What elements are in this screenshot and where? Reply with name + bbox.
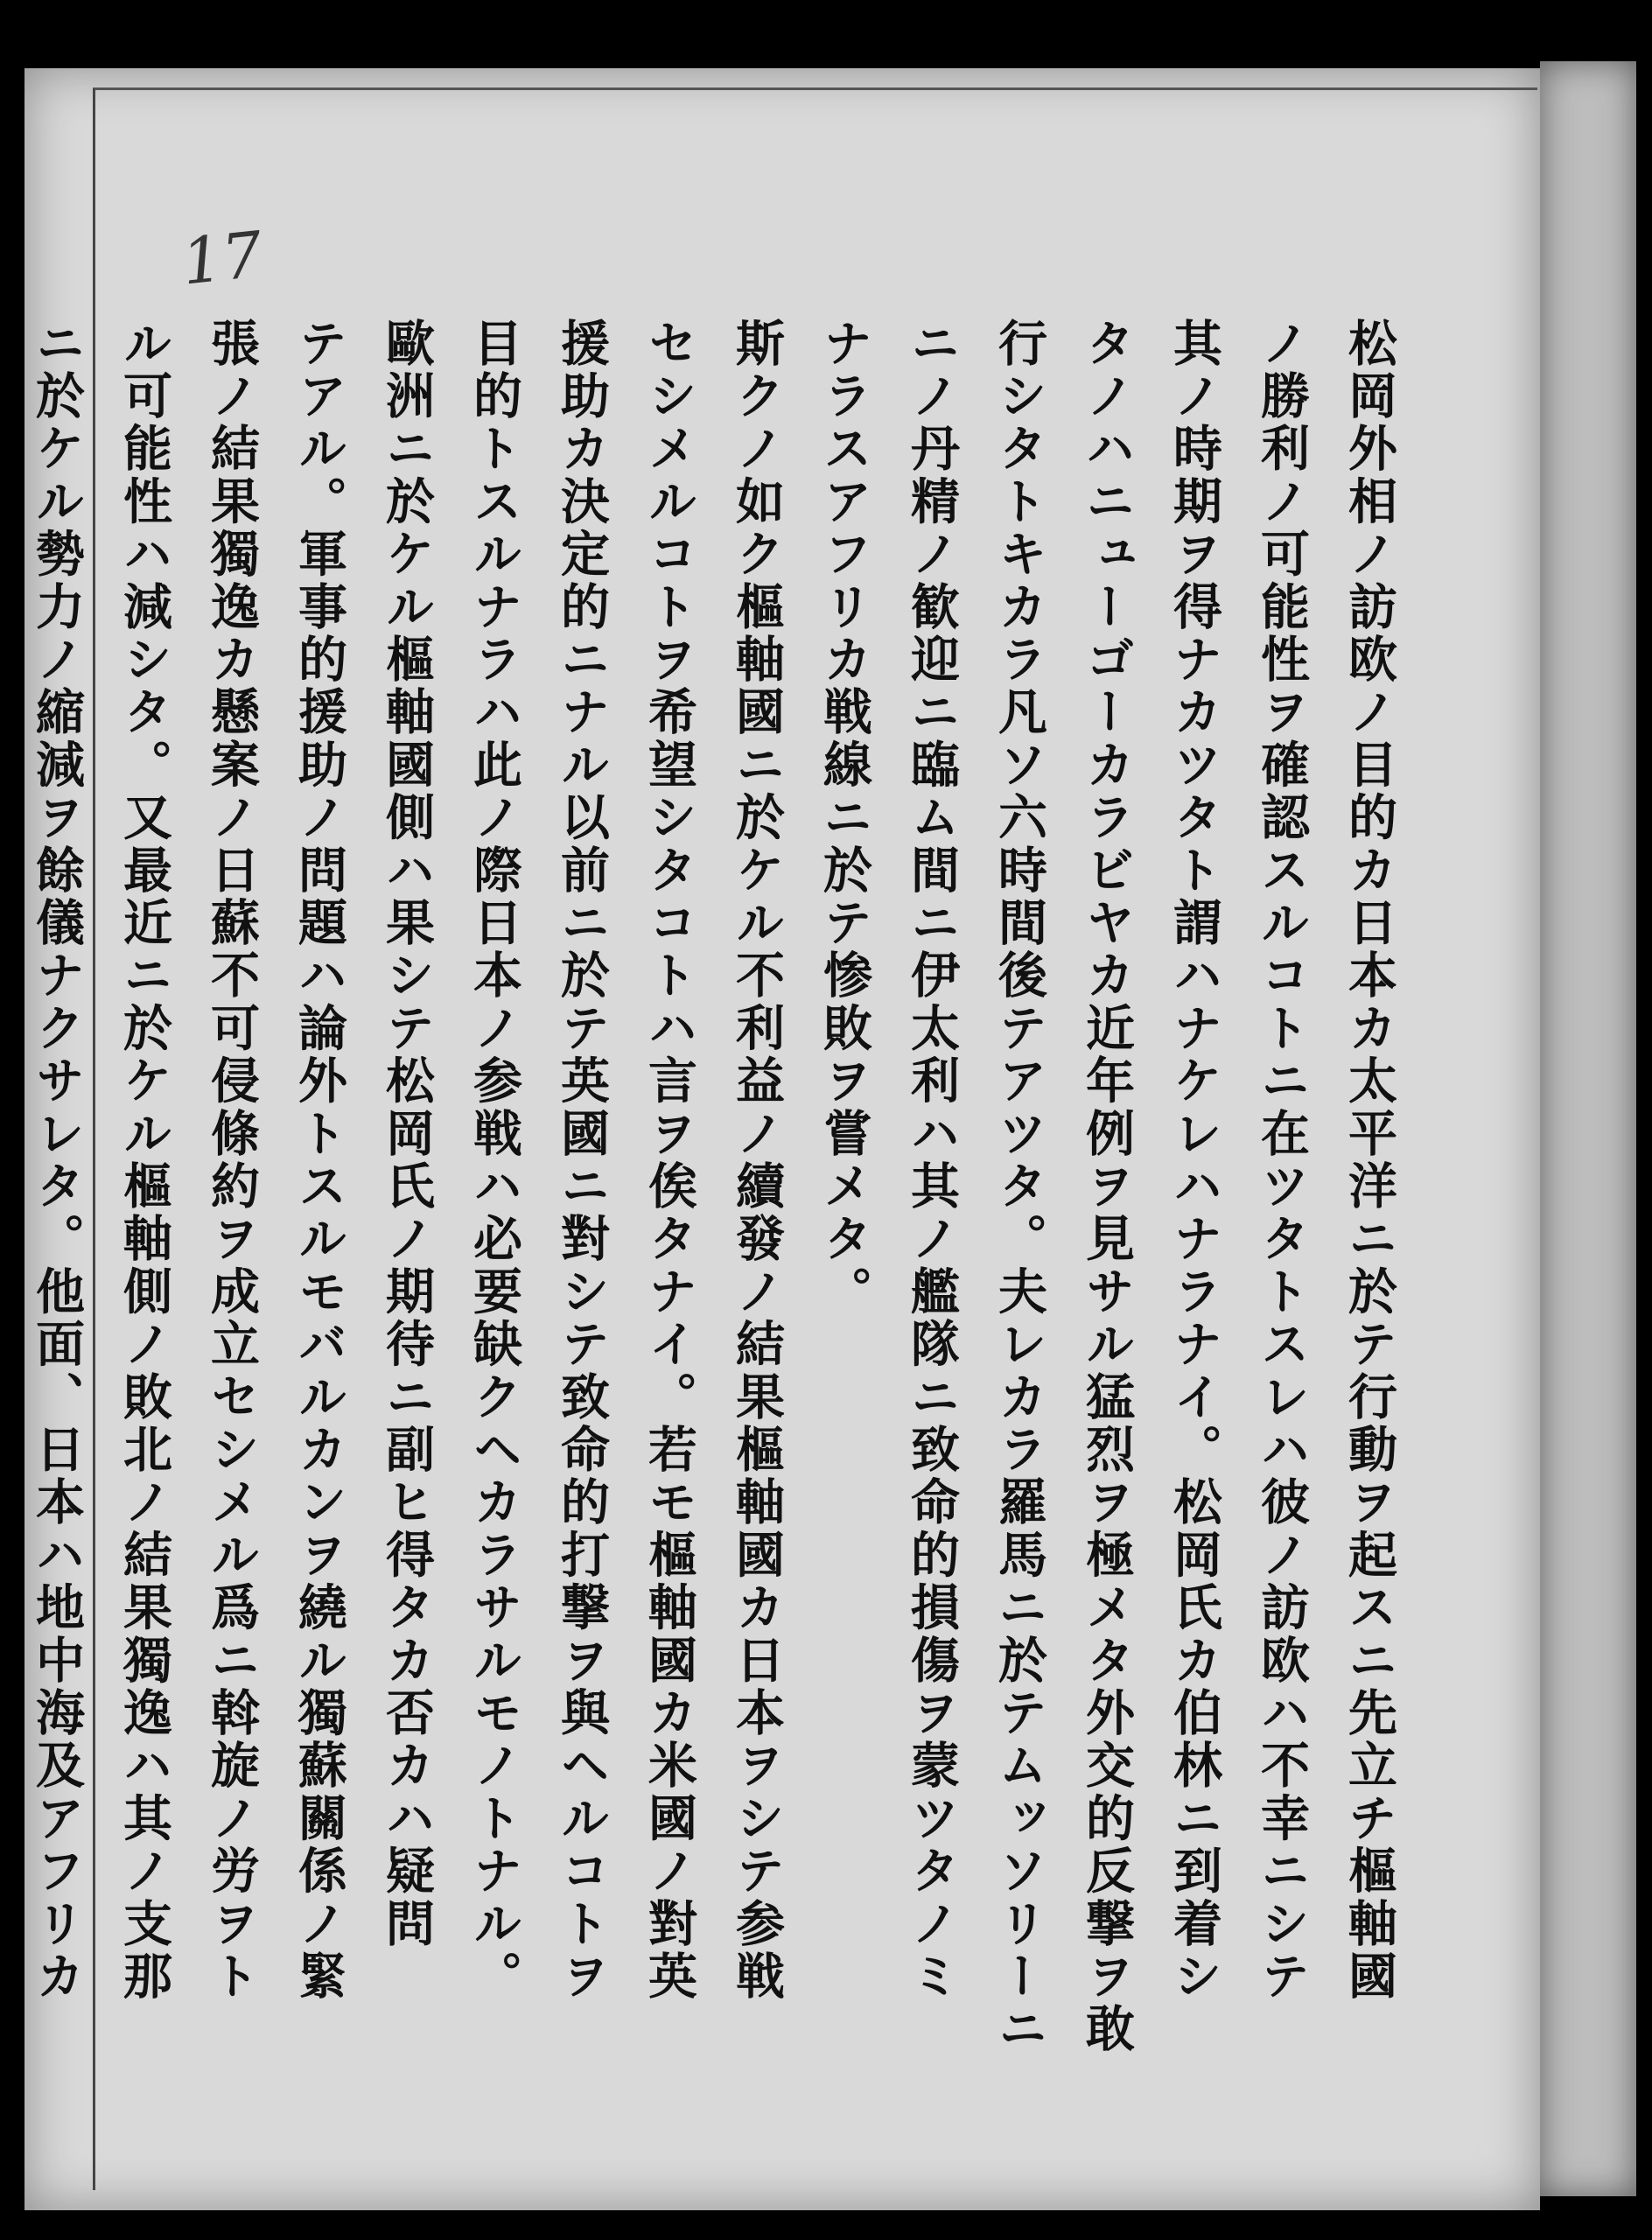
- text-column: ニノ丹精ノ歓迎ニ臨ム間ニ伊太利ハ其ノ艦隊ニ致命的損傷ヲ蒙ツタノミ: [903, 318, 960, 2004]
- text-column: 目的トスルナラハ此ノ際日本ノ参戦ハ必要缺クヘカラサルモノトナル。: [466, 318, 522, 2004]
- text-column: 行シタトキカラ凡ソ六時間後テアツタ。夫レカラ羅馬ニ於テムッソリーニ: [990, 318, 1047, 2056]
- text-column: 張ノ結果獨逸カ懸案ノ日蘇不可侵條約ヲ成立セシメル爲ニ斡旋ノ労ヲト: [203, 318, 260, 2004]
- text-column: 斯クノ如ク樞軸國ニ於ケル不利益ノ續發ノ結果樞軸國カ日本ヲシテ参戦: [728, 318, 785, 2004]
- text-column: ノ勝利ノ可能性ヲ確認スルコトニ在ツタトスレハ彼ノ訪欧ハ不幸ニシテ: [1253, 318, 1310, 2004]
- text-column: セシメルコトヲ希望シタコトハ言ヲ俟タナイ。若モ樞軸國カ米國ノ對英: [640, 318, 697, 2004]
- text-column: タノハニューゴーカラビヤカ近年例ヲ見サル猛烈ヲ極メタ外交的反撃ヲ敢: [1078, 318, 1135, 2056]
- text-column: 其ノ時期ヲ得ナカツタト謂ハナケレハナラナイ。松岡氏カ伯林ニ到着シ: [1166, 318, 1222, 2004]
- text-column: ナラスアフリカ戦線ニ於テ惨敗ヲ嘗メタ。: [816, 318, 872, 1319]
- text-column: テアル。軍事的援助ノ問題ハ論外トスルモバルカンヲ繞ル獨蘇關係ノ緊: [290, 318, 347, 2004]
- text-column: 援助カ決定的ニナル以前ニ於テ英國ニ對シテ致命的打撃ヲ與ヘルコトヲ: [553, 318, 610, 2004]
- text-column: ニ於ケル勢力ノ縮減ヲ餘儀ナクサレタ。他面、日本ハ地中海及アフリカ: [28, 318, 85, 2004]
- text-column: 松岡外相ノ訪欧ノ目的カ日本カ太平洋ニ於テ行動ヲ起スニ先立チ樞軸國: [1340, 318, 1397, 2004]
- document-page: [24, 68, 1540, 2210]
- page-number: 17: [178, 217, 266, 299]
- text-body: [24, 318, 1409, 2199]
- text-column: 歐洲ニ於ケル樞軸國側ハ果シテ松岡氏ノ期待ニ副ヒ得タカ否カハ疑問: [378, 318, 435, 1951]
- text-column: ル可能性ハ減シタ。又最近ニ於ケル樞軸側ノ敗北ノ結果獨逸ハ其ノ支那: [116, 318, 172, 2004]
- adjacent-page-edge: [1540, 61, 1636, 2196]
